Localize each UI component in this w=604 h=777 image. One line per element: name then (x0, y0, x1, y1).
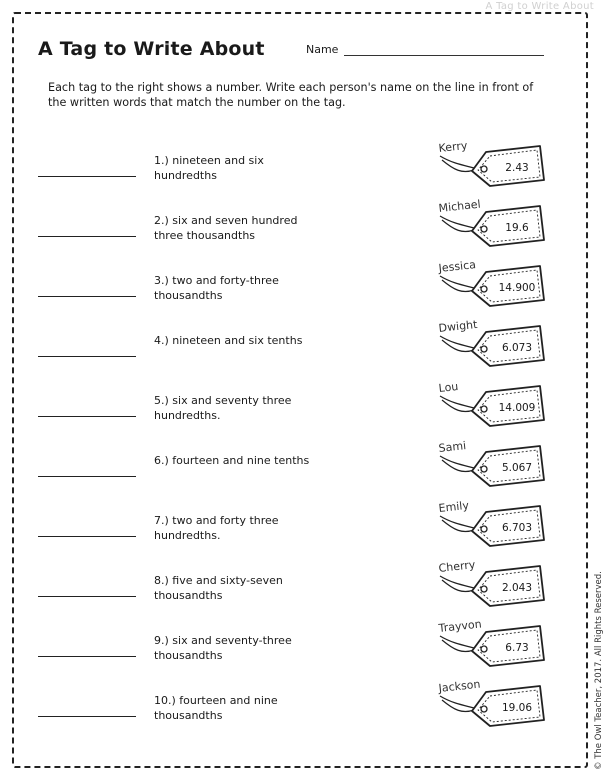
tag-value: 5.067 (501, 462, 533, 474)
price-tag (428, 197, 558, 260)
tag-value: 14.009 (498, 402, 536, 414)
question-text: 6.) fourteen and nine tenths (154, 454, 310, 467)
price-tag (428, 560, 558, 620)
question-text: 4.) nineteen and six tenths (154, 334, 303, 347)
tag-value: 6.73 (505, 642, 529, 654)
tag-value: 6.703 (501, 522, 533, 534)
tag-name: Dwight (438, 317, 478, 335)
tag-name: Sami (438, 439, 467, 455)
list-item (0, 677, 600, 740)
question-text: 10.) fourteen and nine thousandths (154, 694, 278, 722)
price-tag (428, 140, 558, 200)
list-item (0, 617, 600, 680)
question-text: 8.) five and sixty-seven thousandths (154, 574, 283, 602)
tag-value: 19.6 (505, 222, 529, 234)
tag-name: Jackson (438, 677, 481, 695)
question-text: 1.) nineteen and six hundredths (154, 154, 264, 182)
tag-value: 14.900 (498, 282, 536, 294)
name-label: Name (306, 43, 339, 56)
tag-name: Emily (438, 498, 470, 515)
list-item (0, 500, 600, 560)
question-text: 7.) two and forty three hundredths. (154, 514, 279, 542)
answer-line[interactable] (38, 416, 136, 417)
copyright-notice: © The Owl Teacher, 2017. All Rights Reserved. (594, 571, 604, 770)
answer-line[interactable] (38, 356, 136, 357)
list-item (0, 197, 600, 260)
list-item (0, 440, 600, 500)
price-tag (428, 260, 558, 320)
name-line[interactable] (344, 55, 544, 56)
price-tag (428, 500, 558, 560)
answer-line[interactable] (38, 176, 136, 177)
answer-line[interactable] (38, 716, 136, 717)
answer-line[interactable] (38, 656, 136, 657)
answer-line[interactable] (38, 296, 136, 297)
tag-name: Trayvon (438, 617, 483, 635)
price-tag (428, 317, 558, 380)
question-text: 9.) six and seventy-three thousandths (154, 634, 292, 662)
price-tag (428, 617, 558, 680)
list-item (0, 560, 600, 620)
tag-name: Cherry (438, 558, 476, 575)
price-tag (428, 440, 558, 500)
price-tag (428, 677, 558, 740)
question-text: 3.) two and forty-three thousandths (154, 274, 279, 302)
list-item (0, 260, 600, 320)
answer-line[interactable] (38, 596, 136, 597)
price-tag (428, 380, 558, 440)
watermark: A Tag to Write About (485, 1, 594, 12)
tag-value: 2.043 (501, 582, 533, 594)
tag-name: Jessica (438, 258, 477, 275)
question-text: 2.) six and seven hundred three thousandths (154, 214, 298, 242)
list-item (0, 140, 600, 200)
tag-value: 2.43 (505, 162, 529, 174)
answer-line[interactable] (38, 236, 136, 237)
tag-name: Lou (438, 379, 459, 395)
list-item (0, 317, 600, 380)
worksheet-title: A Tag to Write About (38, 38, 265, 60)
list-item (0, 380, 600, 440)
tag-name: Michael (438, 197, 482, 215)
answer-line[interactable] (38, 476, 136, 477)
tag-name: Kerry (438, 138, 468, 155)
instructions: Each tag to the right shows a number. Write each person's name on the line in front of the written words that match the number on the tag. (48, 81, 534, 109)
answer-line[interactable] (38, 536, 136, 537)
tag-value: 19.06 (501, 702, 533, 714)
question-text: 5.) six and seventy three hundredths. (154, 394, 292, 422)
tag-value: 6.073 (501, 342, 533, 354)
